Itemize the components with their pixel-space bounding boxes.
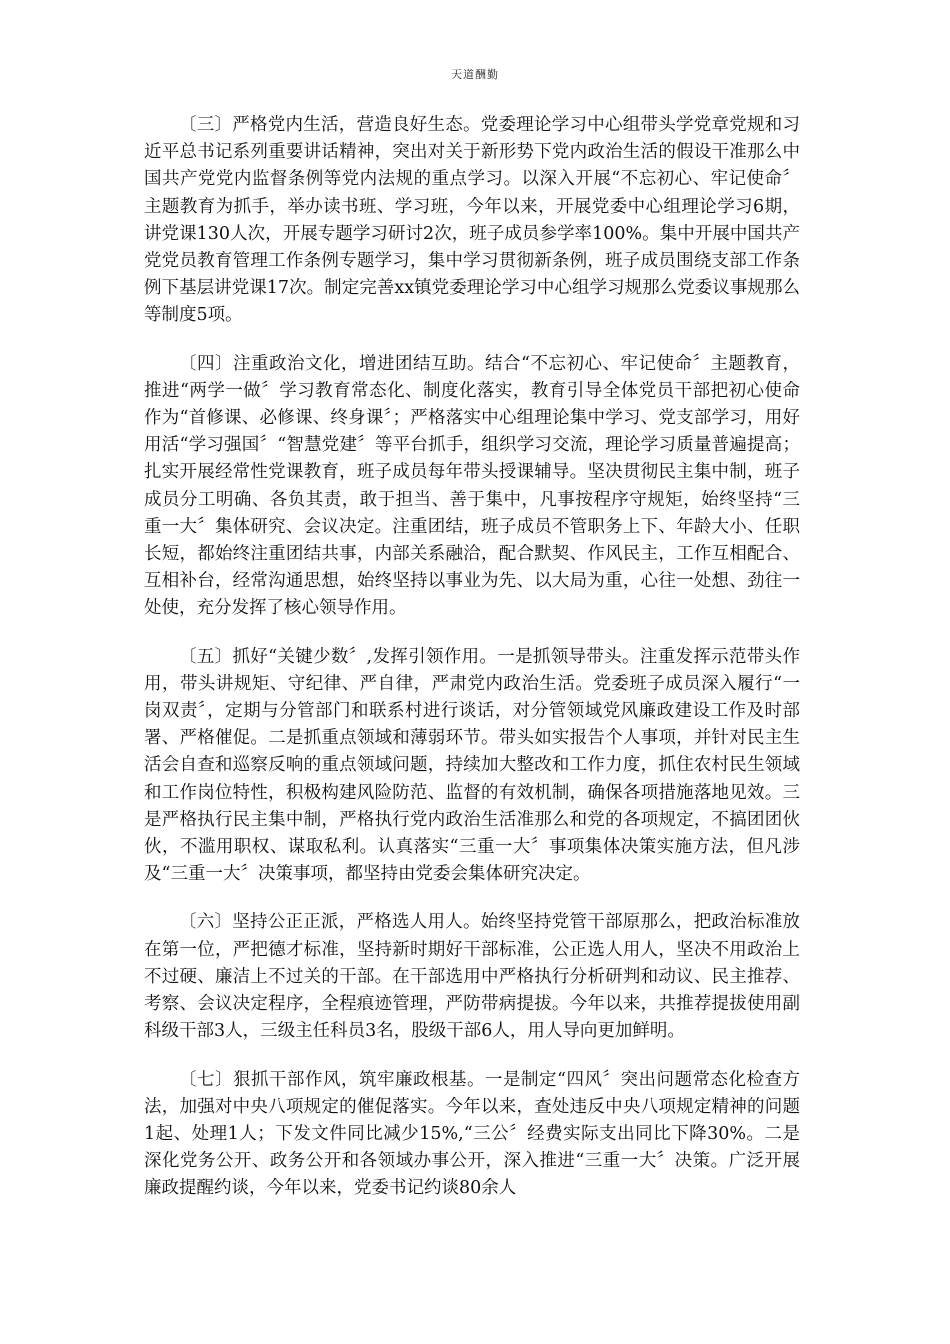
paragraph-section-5: 〔五〕抓好“关键少数〞,发挥引领作用。一是抓领导带头。注重发挥示范带头作用，带头讲规矩、守纪律、严自律，严肃党内政治生活。党委班子成员深入履行“一岗双责〞，定期与分管部门和联系村进行谈话，对分管领域党风廉政建设工作及时部署、严格催促。二是抓重点领域和薄弱环节。带头如实报告个人事项，并针对民主生活会自查和巡察反响的重点领域问题，持续加大整改和工作力度，抓住农村民生领域和工作岗位特性，积极构建风险防范、监督的有效机制，确保各项措施落地见效。三是严格执行民主集中制，严格执行党内政治生活准那么和党的各项规定，不搞团团伙伙，不滥用职权、谋取私利。认真落实“三重一大〞事项集体决策实施方法，但凡涉及“三重一大〞决策事项，都坚持由党委会集体研究决定。 — [144, 646, 800, 885]
page-header: 天道酬勤 — [451, 68, 499, 81]
paragraph-section-6: 〔六〕坚持公正正派，严格选人用人。始终坚持党管干部原那么，把政治标准放在第一位，严把德才标准，坚持新时期好干部标准，公正选人用人，坚决不用政治上不过硬、廉洁上不过关的干部。在干部选用中严格执行分析研判和动议、民主推荐、考察、会议决定程序，全程痕迹管理，严防带病提拔。今年以来，共推荐提拔使用副科级干部3人，三级主任科员3名，股级干部6人，用人导向更加鲜明。 — [144, 912, 800, 1042]
paragraph-section-7: 〔七〕狠抓干部作风，筑牢廉政根基。一是制定“四风〞突出问题常态化检查方法，加强对中央八项规定的催促落实。今年以来，查处违反中央八项规定精神的问题1起、处理1人；下发文件同比减少15%,“三公〞经费实际支出同比下降30%。二是深化党务公开、政务公开和各领域办事公开，深入推进“三重一大〞决策。广泛开展廉政提醒约谈，今年以来，党委书记约谈80余人 — [144, 1069, 800, 1199]
document-body — [144, 112, 800, 1224]
paragraph-section-3: 〔三〕严格党内生活，营造良好生态。党委理论学习中心组带头学党章党规和习近平总书记系列重要讲话精神，突出对关于新形势下党内政治生活的假设干准那么中国共产党党内监督条例等党内法规的重点学习。以深入开展“不忘初心、牢记使命〞主题教育为抓手，举办读书班、学习班，今年以来，开展党委中心组理论学习6期，讲党课130人次，开展专题学习研讨2次，班子成员参学率100%。集中开展中国共产党党员教育管理工作条例专题学习，集中学习贯彻新条例，班子成员围绕支部工作条例下基层讲党课17次。制定完善xx镇党委理论学习中心组学习规那么党委议事规那么等制度5项。 — [144, 115, 800, 326]
paragraph-section-4: 〔四〕注重政治文化，增进团结互助。结合“不忘初心、牢记使命〞主题教育，推进“两学一做〞学习教育常态化、制度化落实，教育引导全体党员干部把初心使命作为“首修课、必修课、终身课〞；严格落实中心组理论集中学习、党支部学习，用好用活“学习强国〞“智慧党建〞等平台抓手，组织学习交流，理论学习质量普遍提高；扎实开展经常性党课教育，班子成员每年带头授课辅导。坚决贯彻民主集中制，班子成员分工明确、各负其责，敢于担当、善于集中，凡事按程序守规矩，始终坚持“三重一大〞集体研究、会议决定。注重团结，班子成员不管职务上下、年龄大小、任职长短，都始终注重团结共事，内部关系融洽，配合默契、作风民主，工作互相配合、互相补台，经常沟通思想，始终坚持以事业为先、以大局为重，心往一处想、劲往一处使，充分发挥了核心领导作用。 — [144, 353, 800, 619]
